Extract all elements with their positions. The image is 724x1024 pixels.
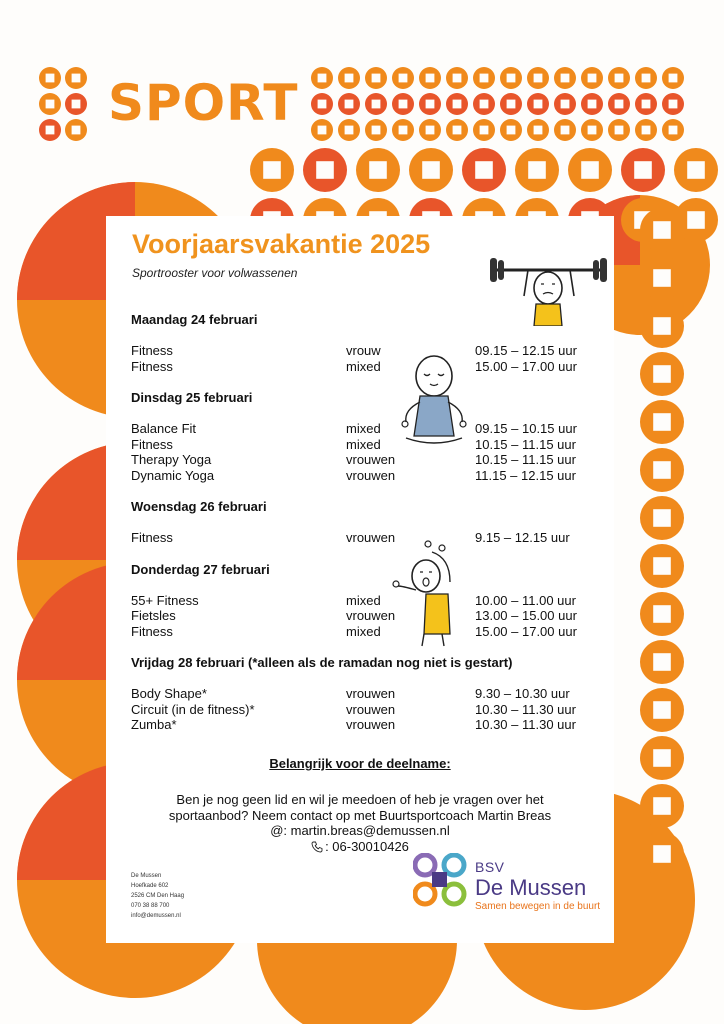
activity-time: 13.00 – 15.00 uur xyxy=(475,608,577,623)
logo-name: De Mussen xyxy=(475,875,587,900)
pattern-tile-hole xyxy=(528,161,546,179)
sport-header: SPORT xyxy=(108,74,299,132)
schedule-row xyxy=(131,686,601,702)
pattern-tile-hole xyxy=(399,126,408,135)
activity-group: vrouwen xyxy=(346,608,396,623)
pattern-tile-hole xyxy=(480,100,489,109)
important-heading: Belangrijk voor de deelname: xyxy=(269,756,451,771)
pattern-tile-hole xyxy=(588,126,597,135)
pattern-tile-hole xyxy=(399,74,408,83)
activity-name: Fitness xyxy=(131,343,173,358)
pattern-tile-hole xyxy=(318,126,327,135)
pattern-tile-hole xyxy=(422,161,440,179)
pattern-tile-hole xyxy=(687,211,705,229)
activity-name: Fitness xyxy=(131,530,173,545)
day-spacer xyxy=(131,639,601,655)
schedule-day xyxy=(131,562,601,656)
pattern-tile-hole xyxy=(480,74,489,83)
pattern-tile-hole xyxy=(46,126,55,135)
pattern-tile-hole xyxy=(653,653,671,671)
poster-title: Voorjaarsvakantie 2025 xyxy=(132,229,431,259)
activity-time: 09.15 – 10.15 uur xyxy=(475,421,577,436)
schedule-row xyxy=(131,593,601,609)
pattern-tile-hole xyxy=(263,161,281,179)
activity-group: vrouwen xyxy=(346,467,396,483)
pattern-tile-hole xyxy=(687,161,705,179)
pattern-tile-hole xyxy=(615,100,624,109)
pattern-tile-hole xyxy=(72,126,81,135)
activity-group: vrouwen xyxy=(346,717,396,732)
schedule-day xyxy=(131,499,601,562)
activity-name: Body Shape* xyxy=(131,686,207,701)
pattern-tile-hole xyxy=(615,126,624,135)
pattern-tile-hole xyxy=(653,365,671,383)
day-spacer xyxy=(131,733,601,749)
schedule-row xyxy=(131,608,601,624)
pattern-tile-hole xyxy=(534,74,543,83)
pattern-tile-hole xyxy=(561,126,570,135)
schedule-row xyxy=(131,437,601,453)
schedule-day xyxy=(131,655,601,749)
day-heading: Vrijdag 28 februari (*alleen als de ramadan nog niet is gestart) xyxy=(131,655,513,670)
pattern-tile-hole xyxy=(507,100,516,109)
activity-time: 15.00 – 17.00 uur xyxy=(475,623,577,639)
activity-name: Balance Fit xyxy=(131,421,197,436)
day-heading: Maandag 24 februari xyxy=(131,312,258,327)
pattern-tile-hole xyxy=(72,100,81,109)
schedule-row xyxy=(131,624,601,640)
activity-time: 11.15 – 12.15 uur xyxy=(475,467,576,483)
contact-phone: : 06-30010426 xyxy=(325,838,409,854)
pattern-tile-hole xyxy=(46,100,55,109)
schedule-row xyxy=(131,468,601,484)
activity-group: mixed xyxy=(346,592,381,608)
activity-time: 10.15 – 11.15 uur xyxy=(475,436,576,452)
schedule-card xyxy=(106,216,614,943)
pattern-tile-hole xyxy=(475,161,493,179)
pattern-tile-hole xyxy=(46,74,55,83)
activity-group: vrouwen xyxy=(346,530,396,545)
pattern-tile-hole xyxy=(653,701,671,719)
pattern-tile-hole xyxy=(453,74,462,83)
pattern-tile-hole xyxy=(318,100,327,109)
pattern-tile-hole xyxy=(561,100,570,109)
activity-time: 9.15 – 12.15 uur xyxy=(475,530,570,545)
contact-block xyxy=(106,792,614,854)
activity-group: vrouwen xyxy=(346,452,396,467)
pattern-tile-hole xyxy=(345,100,354,109)
pattern-tile-hole xyxy=(653,221,671,239)
contact-line-1: Ben je nog geen lid en wil je meedoen of heb je vragen over het xyxy=(176,792,544,807)
activity-name: Circuit (in de fitness)* xyxy=(131,701,255,717)
de-mussen-logo xyxy=(413,853,603,913)
activity-name: Fitness xyxy=(131,358,173,374)
day-heading: Donderdag 27 februari xyxy=(131,561,270,577)
pattern-tile-hole xyxy=(642,126,651,135)
pattern-tile-hole xyxy=(634,161,652,179)
pattern-tile-hole xyxy=(534,100,543,109)
pattern-tile-hole xyxy=(345,74,354,83)
schedule-list xyxy=(131,312,601,749)
pattern-tile-hole xyxy=(653,797,671,815)
pattern-tile-hole xyxy=(653,557,671,575)
pattern-tile-hole xyxy=(653,509,671,527)
day-heading: Dinsdag 25 februari xyxy=(131,390,253,405)
poster-subtitle: Sportrooster voor volwassenen xyxy=(132,266,298,280)
schedule-row xyxy=(131,359,601,375)
contact-phone-line xyxy=(106,839,614,855)
pattern-tile-hole xyxy=(588,74,597,83)
pattern-tile-hole xyxy=(653,605,671,623)
pattern-tile-hole xyxy=(588,100,597,109)
activity-time: 10.15 – 11.15 uur xyxy=(475,452,576,467)
schedule-row xyxy=(131,702,601,718)
stretching-illustration xyxy=(388,538,468,648)
pattern-tile-hole xyxy=(426,74,435,83)
contact-line-2: sportaanbod? Neem contact op met Buurtsportcoach Martin Breas xyxy=(168,807,552,823)
pattern-tile-hole xyxy=(669,100,678,109)
activity-group: vrouw xyxy=(346,343,381,358)
activity-name: Zumba* xyxy=(131,717,177,732)
pattern-tile-hole xyxy=(426,126,435,135)
pattern-tile-hole xyxy=(653,269,671,287)
pattern-tile-hole xyxy=(581,161,599,179)
pattern-tile-hole xyxy=(480,126,489,135)
pattern-tile-hole xyxy=(653,317,671,335)
logo-mark-icon xyxy=(413,853,469,909)
pattern-tile-hole xyxy=(318,74,327,83)
activity-name: Fitness xyxy=(131,436,173,452)
pattern-tile-hole xyxy=(453,100,462,109)
day-spacer xyxy=(131,546,601,562)
pattern-tile-hole xyxy=(653,413,671,431)
pattern-tile-hole xyxy=(534,126,543,135)
pattern-tile-hole xyxy=(372,126,381,135)
pattern-tile-hole xyxy=(669,126,678,135)
schedule-day xyxy=(131,390,601,499)
activity-time: 15.00 – 17.00 uur xyxy=(475,358,577,374)
address-phone: 070 38 88 700 xyxy=(131,903,170,909)
phone-icon xyxy=(311,841,323,853)
activity-name: 55+ Fitness xyxy=(131,592,199,608)
pattern-tile-hole xyxy=(372,100,381,109)
pattern-tile-hole xyxy=(72,74,81,83)
pattern-tile-hole xyxy=(369,161,387,179)
activity-time: 09.15 – 12.15 uur xyxy=(475,343,577,358)
pattern-tile-hole xyxy=(316,161,334,179)
schedule-row xyxy=(131,530,601,546)
activity-name: Dynamic Yoga xyxy=(131,467,215,483)
activity-name: Fietsles xyxy=(131,608,176,623)
activity-time: 9.30 – 10.30 uur xyxy=(475,686,570,701)
address-city: 2526 CM Den Haag xyxy=(131,893,185,899)
schedule-row xyxy=(131,421,601,437)
logo-tagline: Samen bewegen in de buurt xyxy=(475,901,601,912)
schedule-row xyxy=(131,343,601,359)
pattern-tile-hole xyxy=(669,74,678,83)
pattern-tile-hole xyxy=(453,126,462,135)
pattern-tile-hole xyxy=(399,100,408,109)
pattern-tile-hole xyxy=(642,74,651,83)
pattern-tile-hole xyxy=(426,100,435,109)
meditation-illustration xyxy=(390,350,480,450)
pattern-tile-hole xyxy=(345,126,354,135)
address-block xyxy=(131,871,184,921)
pattern-tile-hole xyxy=(561,74,570,83)
activity-group: mixed xyxy=(346,623,381,639)
address-street: Hoefkade 602 xyxy=(131,883,169,889)
weightlifter-illustration xyxy=(486,256,611,326)
activity-time: 10.00 – 11.00 uur xyxy=(475,592,576,608)
day-heading: Woensdag 26 februari xyxy=(131,499,267,514)
pattern-tile-hole xyxy=(507,74,516,83)
address-email: info@demussen.nl xyxy=(131,913,181,919)
schedule-row xyxy=(131,452,601,468)
day-spacer xyxy=(131,374,601,390)
pattern-tile-hole xyxy=(653,749,671,767)
address-name: De Mussen xyxy=(131,873,162,879)
logo-bsv: BSV xyxy=(475,859,505,875)
day-spacer xyxy=(131,483,601,499)
activity-group: mixed xyxy=(346,358,381,374)
contact-email: @: martin.breas@demussen.nl xyxy=(270,823,450,838)
activity-name: Therapy Yoga xyxy=(131,452,212,467)
pattern-tile-hole xyxy=(642,100,651,109)
activity-group: mixed xyxy=(346,436,381,452)
pattern-tile-hole xyxy=(372,74,381,83)
pattern-tile-hole xyxy=(507,126,516,135)
activity-time: 10.30 – 11.30 uur xyxy=(475,701,576,717)
activity-group: vrouwen xyxy=(346,686,396,701)
schedule-row xyxy=(131,717,601,733)
activity-time: 10.30 – 11.30 uur xyxy=(475,717,576,732)
activity-name: Fitness xyxy=(131,623,173,639)
activity-group: mixed xyxy=(346,421,381,436)
pattern-tile-hole xyxy=(653,461,671,479)
pattern-tile-hole xyxy=(615,74,624,83)
pattern-tile-hole xyxy=(653,845,671,863)
activity-group: vrouwen xyxy=(346,701,396,717)
